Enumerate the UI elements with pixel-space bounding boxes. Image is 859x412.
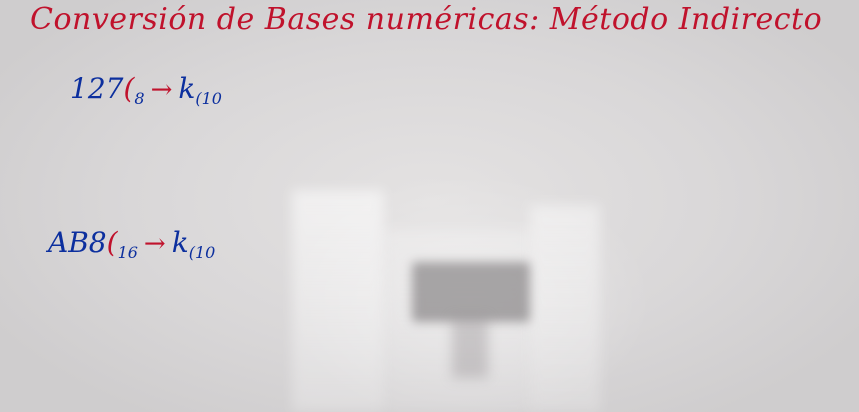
shadow-reflection-stem: [452, 318, 488, 378]
arrow-icon: →: [143, 229, 166, 259]
hex-target-paren: (: [188, 243, 195, 262]
shadow-reflection: [412, 262, 530, 322]
arrow-icon: →: [150, 75, 173, 105]
window-glare-left: [292, 190, 384, 412]
board-title: Conversión de Bases numéricas: Método Indirecto: [30, 2, 823, 37]
octal-target-paren: (: [195, 89, 202, 108]
hex-base: 16: [117, 243, 138, 262]
octal-target: k: [178, 72, 196, 105]
hex-paren: (: [106, 226, 118, 259]
hex-target-base: 10: [194, 243, 216, 262]
hex-number: AB8: [48, 226, 107, 259]
hex-target: k: [171, 226, 189, 259]
window-glare-right: [530, 205, 600, 412]
conversion-hex: [48, 226, 215, 262]
octal-number: 127: [70, 72, 124, 105]
octal-base: 8: [134, 89, 145, 108]
conversion-octal: [70, 72, 222, 108]
octal-paren: (: [123, 72, 135, 105]
octal-target-base: 10: [201, 89, 222, 108]
